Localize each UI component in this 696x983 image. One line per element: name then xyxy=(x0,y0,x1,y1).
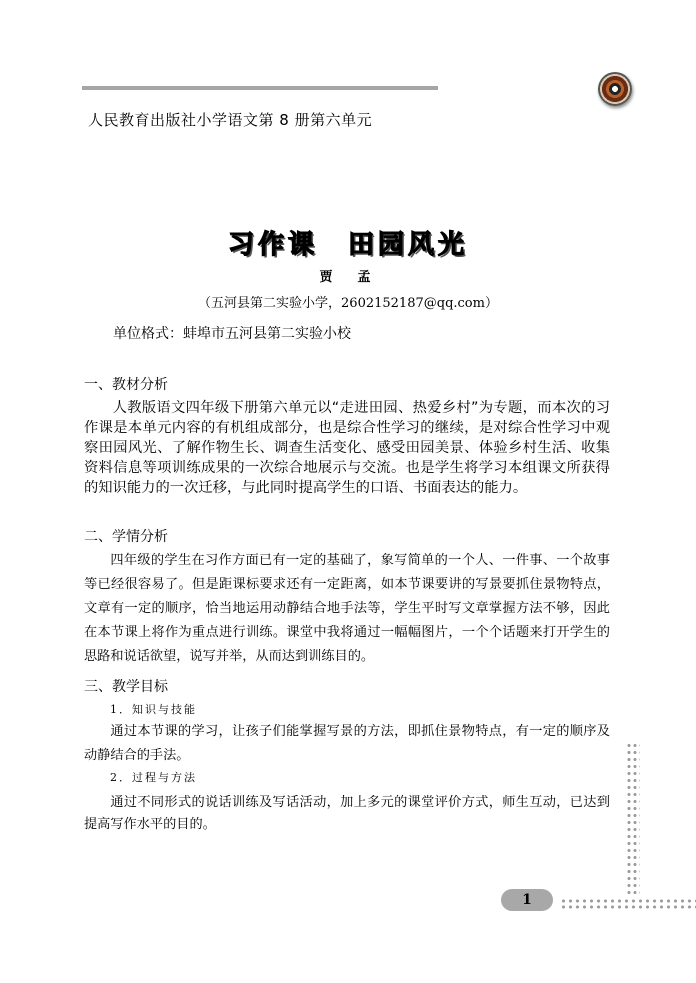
paragraph: 通过本节课的学习，让孩子们能掌握写景的方法，即抓住景物特点，有一定的顺序及动静结合的手法。 xyxy=(84,724,610,763)
section-heading-2: 二、学情分析 xyxy=(84,529,168,545)
author-affiliation: （五河县第二实验小学，2602152187@qq.com） xyxy=(198,296,498,311)
dotted-border-vertical xyxy=(626,742,640,898)
author-name: 贾 孟 xyxy=(319,270,377,285)
page-number: 1 xyxy=(501,889,553,911)
page-title: 习作课 田园风光 xyxy=(227,230,468,260)
book-header: 人民教育出版社小学语文第 8 册第六单元 xyxy=(88,111,373,129)
section-3-text-2 xyxy=(84,792,610,836)
dotted-border-horizontal xyxy=(560,898,696,910)
subheading-process: 2．过程与方法 xyxy=(110,771,197,784)
section-heading-1: 一、教材分析 xyxy=(84,377,168,393)
paragraph: 人教版语文四年级下册第六单元以“走进田园、热爱乡村”为专题，而本次的习作课是本单元内容的有机组成部分，也是综合性学习的继续，是对综合性学习中观察田园风光、了解作物生长、调查生活变化、感受田园美景、体验乡村生活、收集资料信息等项训练成果的一次综合地展示与交流。也是学生将学习本组课文所获得的知识能力的一次迁移，与此同时提高学生的口语、书面表达的能力。 xyxy=(84,400,610,496)
cd-disc-icon xyxy=(598,72,632,106)
paragraph: 通过不同形式的说话训练及写话活动，加上多元的课堂评价方式，师生互动，已达到提高写作水平的目的。 xyxy=(84,795,610,832)
subheading-knowledge: 1．知识与技能 xyxy=(110,703,197,716)
section-3-text-1 xyxy=(84,720,610,768)
top-rule xyxy=(82,86,438,90)
paragraph: 四年级的学生在习作方面已有一定的基础了，象写简单的一个人、一件事、一个故事等已经很容易了。但是距课标要求还有一定距离，如本节课要讲的写景要抓住景物特点，文章有一定的顺序，恰当地运用动静结合地手法等，学生平时写文章掌握方法不够，因此在本节课上将作为重点进行训练。课堂中我将通过一幅幅图片，一个个话题来打开学生的思路和说话欲望，说写并举，从而达到训练目的。 xyxy=(84,553,610,664)
unit-format: 单位格式：蚌埠市五河县第二实验小校 xyxy=(113,326,351,342)
section-2-text xyxy=(84,549,610,669)
section-heading-3: 三、教学目标 xyxy=(84,679,168,695)
section-1-text xyxy=(84,398,610,498)
